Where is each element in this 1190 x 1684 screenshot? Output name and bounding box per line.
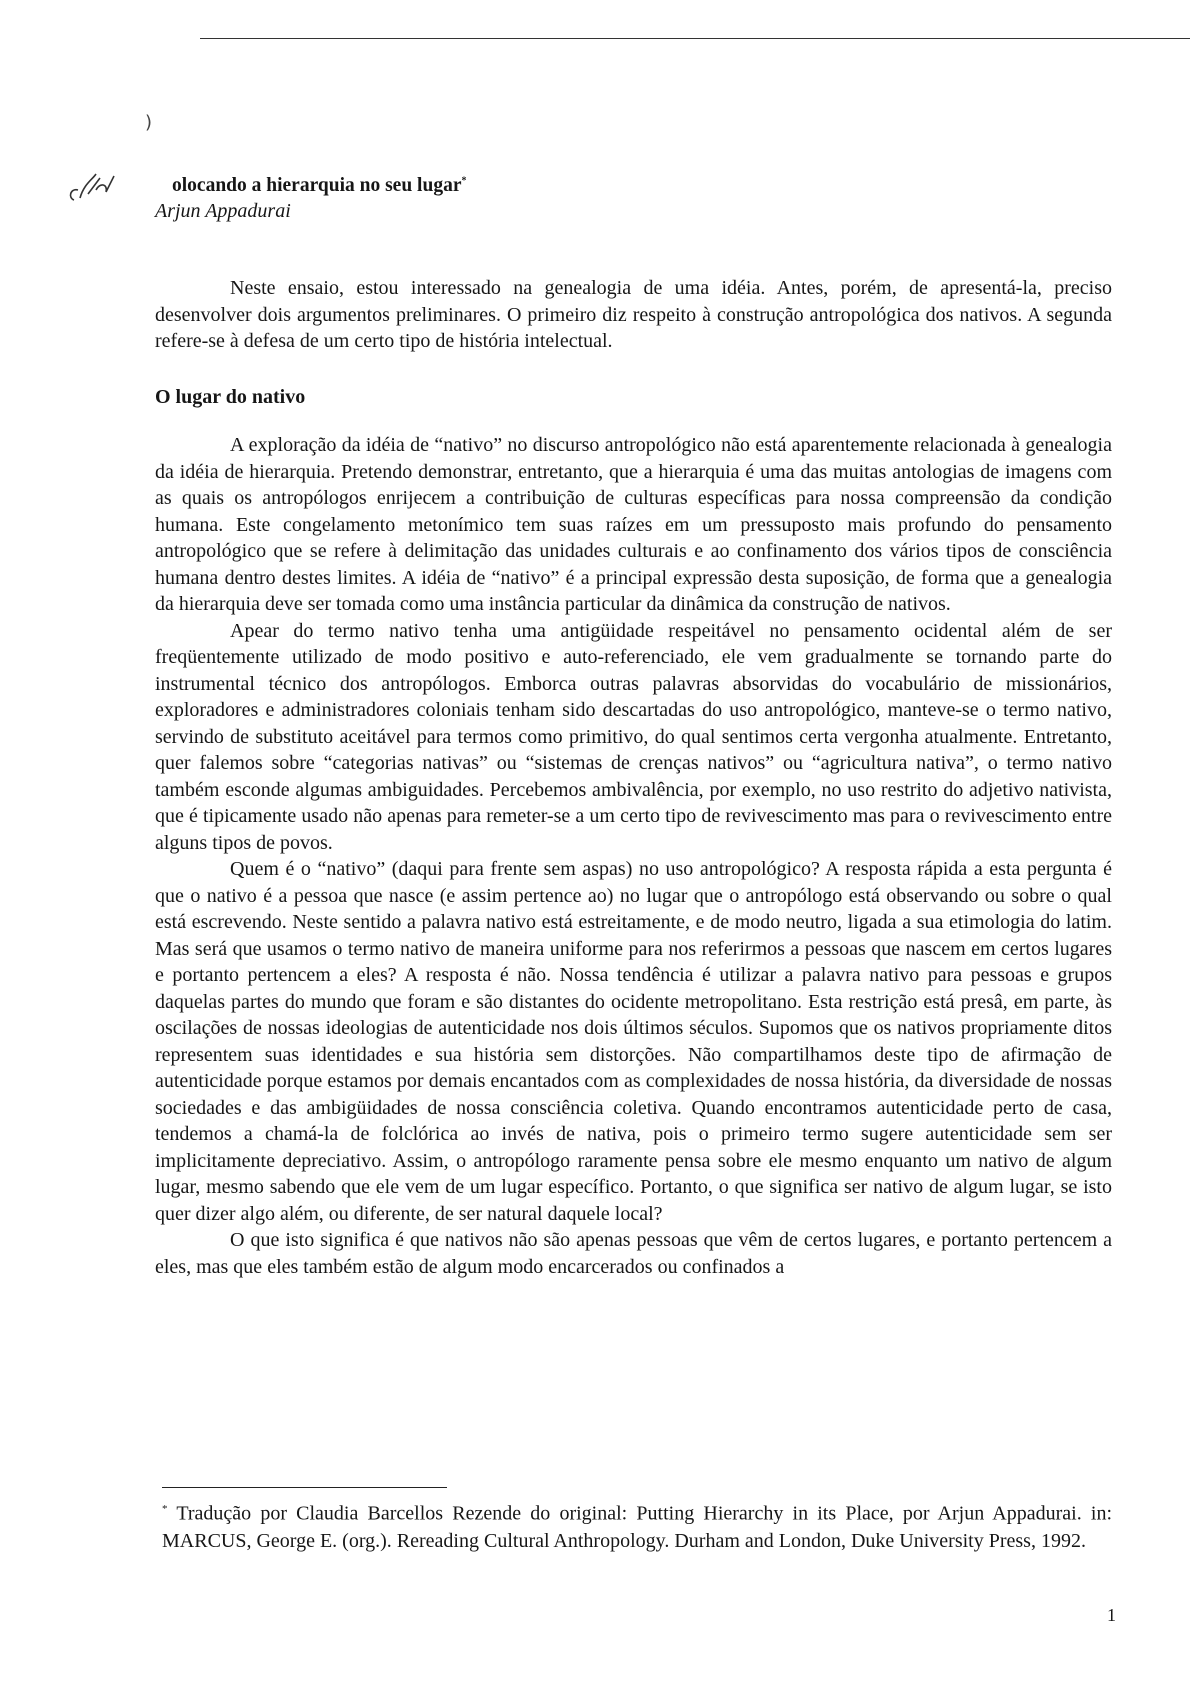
body-paragraph: Apear do termo nativo tenha uma antigüidade respeitável no pensamento ocidental além de ser freqüentemente utilizado de modo positivo e auto-referenciado, ele vem gradualmente se tornando parte do instrumental técnico dos antropólogos. Emborca outras palavras absorvidas do vocabulário de missionários, exploradores e administradores coloniais tenham sido descartadas do uso antropológico, manteve-se o termo nativo, servindo de substituto aceitável para termos como primitivo, do qual sentimos certa vergonha atualmente. Entretanto, quer falemos sobre “categorias nativas” ou “sistemas de crenças nativos” ou “agricultura nativa”, o termo nativo também esconde algumas ambiguidades. Percebemos ambivalência, por exemplo, no uso restrito do adjetivo nativista, que é tipicamente usado não apenas para remeter-se a um certo tipo de revivescimento mas para o revivescimento entre alguns tipos de povos. bbox=[155, 619, 1112, 854]
footnote bbox=[162, 1496, 1112, 1555]
main-body bbox=[155, 432, 1112, 1280]
footnote-text: Tradução por Claudia Barcellos Rezende do original: Putting Hierarchy in its Place, por Arjun Appadurai. in: MARCUS, George E. (org.). Rereading Cultural Anthropology. Durham and London, Duke University Press, 1992. bbox=[162, 1502, 1112, 1552]
intro-paragraph: Neste ensaio, estou interessado na genealogia de uma idéia. Antes, porém, de apresentá-la, preciso desenvolver dois argumentos preliminares. O primeiro diz respeito à construção antropológica dos nativos. A segunda refere-se à defesa de um certo tipo de história intelectual. bbox=[155, 277, 1112, 352]
document-author: Arjun Appadurai bbox=[155, 200, 291, 222]
footnote-marker: * bbox=[162, 1503, 168, 1515]
page-number: 1 bbox=[1107, 1605, 1116, 1625]
body-paragraph: A exploração da idéia de “nativo” no discurso antropológico não está aparentemente relacionada à genealogia da idéia de hierarquia. Pretendo demonstrar, entretanto, que a hierarquia é uma das muitas antologias de imagens com as quais os antropólogos enrijecem a contribuição de culturas específicas para nossa compreensão da condição humana. Este congelamento metonímico tem suas raízes em um pressuposto mais profundo do pensamento antropológico que se refere à delimitação das unidades culturais e ao confinamento dos vários tipos de consciência humana dentro destes limites. A idéia de “nativo” é a principal expressão desta suposição, de forma que a genealogia da hierarquia deve ser tomada como uma instância particular da dinâmica da construção de nativos. bbox=[155, 434, 1112, 615]
section-heading: O lugar do nativo bbox=[155, 386, 306, 408]
handwritten-annotation bbox=[66, 170, 126, 210]
body-paragraph: Quem é o “nativo” (daqui para frente sem aspas) no uso antropológico? A resposta rápida a esta pergunta é que o nativo é a pessoa que nasce (e assim pertence ao) no lugar que o antropólogo está observando ou sobre o qual está escrevendo. Neste sentido a palavra nativo está estreitamente, e de modo neutro, ligada a sua etimologia do latim. Mas será que usamos o termo nativo de maneira uniforme para nos referirmos a pessoas que nascem em certos lugares e portanto pertencem a eles? A resposta é não. Nossa tendência é utilizar a palavra nativo para pessoas e grupos daquelas partes do mundo que foram e são distantes do ocidente metropolitano. Esta restrição está presâ, em parte, às oscilações de nossas ideologias de autenticidade nos dois últimos séculos. Supomos que os nativos propriamente ditos representem suas identidades e sua história sem distorções. Não compartilhamos deste tipo de afirmação de autenticidade porque estamos por demais encantados com as complexidades de nossa história, da diversidade de nossas sociedades e das ambigüidades de nossa consciência coletiva. Quando encontramos autenticidade perto de casa, tendemos a chamá-la de folclórica ao invés de nativa, pois o primeiro termo sugere autenticidade sem ser implicitamente depreciativo. Assim, o antropólogo raramente pensa sobre ele mesmo enquanto um nativo de algum lugar, mesmo sabendo que ele vem de um lugar específico. Portanto, o que significa ser nativo de algum lugar, se isto quer dizer algo além, ou diferente, de ser natural daquele local? bbox=[155, 858, 1112, 1225]
intro-section bbox=[155, 275, 1112, 355]
title-text: olocando a hierarquia no seu lugar bbox=[172, 175, 462, 196]
title-footnote-marker: * bbox=[461, 175, 467, 187]
document-title bbox=[172, 175, 466, 197]
footnote-divider bbox=[162, 1487, 447, 1488]
pencil-mark: ) bbox=[145, 112, 153, 133]
body-paragraph: O que isto significa é que nativos não são apenas pessoas que vêm de certos lugares, e portanto pertencem a eles, mas que eles também estão de algum modo encarcerados ou confinados a bbox=[155, 1229, 1112, 1278]
top-rule bbox=[200, 38, 1190, 39]
